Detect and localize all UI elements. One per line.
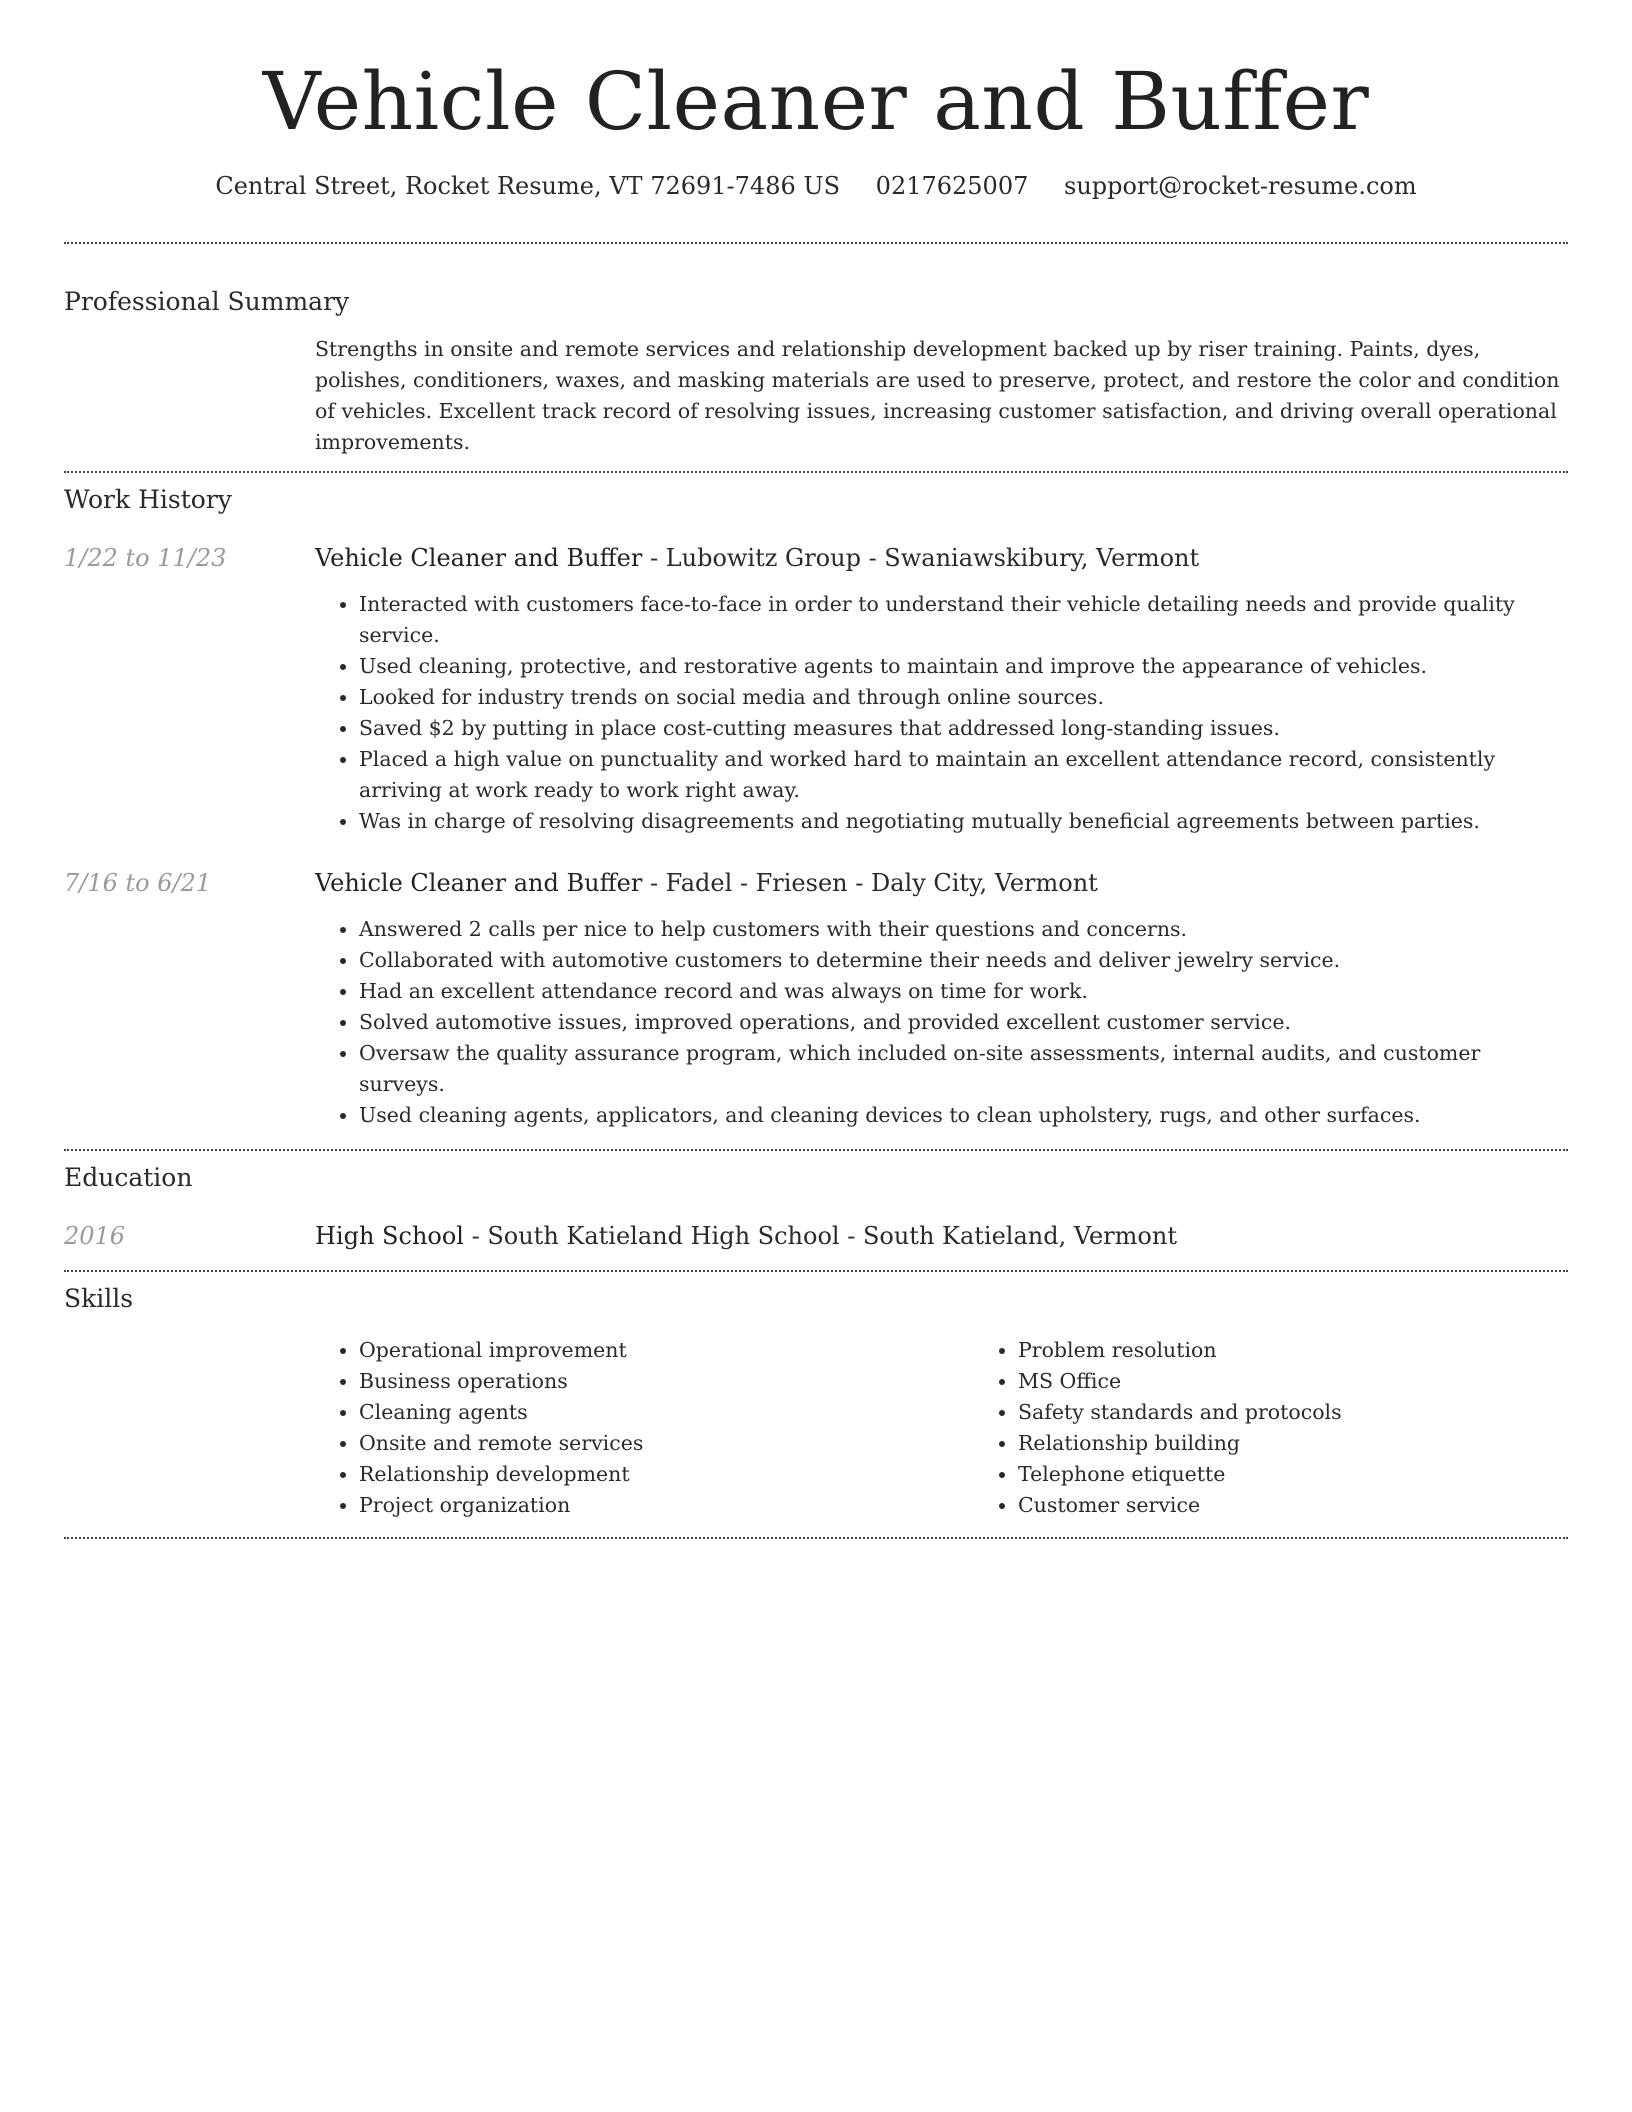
education-title	[315, 1220, 1568, 1252]
list-item: • Telephone etiquette	[1018, 1459, 1632, 1490]
list-item: • Placed a high value on punctuality and worked hard to maintain an excellent attendance record, consistently arriving at work ready to work right away.	[359, 744, 1568, 806]
skills-columns	[315, 1335, 1632, 1521]
job-title	[315, 542, 1568, 574]
list-item: • MS Office	[1018, 1366, 1632, 1397]
education-details: - South Katieland High School - South Katieland, Vermont	[463, 1222, 1177, 1250]
education-degree: High School	[315, 1222, 464, 1250]
list-item: • Looked for industry trends on social media and through online sources.	[359, 682, 1568, 713]
list-item: • Business operations	[359, 1366, 974, 1397]
job-details: - Fadel - Friesen - Daly City, Vermont	[642, 869, 1098, 897]
list-item: • Collaborated with automotive customers to determine their needs and deliver jewelry service.	[359, 945, 1568, 976]
contact-phone: 0217625007	[875, 172, 1029, 200]
contact-line	[64, 170, 1568, 202]
list-item: • Relationship building	[1018, 1428, 1632, 1459]
job-dates: 7/16 to 6/21	[64, 869, 212, 897]
skills-list-left	[315, 1335, 974, 1521]
job-dates: 1/22 to 11/23	[64, 544, 227, 572]
divider	[64, 242, 1568, 244]
list-item: • Operational improvement	[359, 1335, 974, 1366]
list-item: • Customer service	[1018, 1490, 1632, 1521]
section-title-skills: Skills	[64, 1284, 134, 1313]
list-item: • Onsite and remote services	[359, 1428, 974, 1459]
education-entry	[64, 1220, 1568, 1252]
education-dates: 2016	[64, 1222, 126, 1250]
job-entry	[64, 542, 1568, 837]
summary-spacer	[64, 334, 315, 458]
job-role: Vehicle Cleaner and Buffer	[315, 869, 643, 897]
divider	[64, 1149, 1568, 1151]
divider	[64, 1537, 1568, 1539]
section-title-work: Work History	[64, 485, 232, 514]
skills-spacer	[64, 1335, 315, 1521]
skills-list-right	[974, 1335, 1632, 1521]
skills-row	[64, 1335, 1568, 1521]
list-item: • Safety standards and protocols	[1018, 1397, 1632, 1428]
divider	[64, 1270, 1568, 1272]
resume-page	[64, 0, 1568, 1539]
list-item: • Relationship development	[359, 1459, 974, 1490]
list-item: • Used cleaning, protective, and restorative agents to maintain and improve the appearance of vehicles.	[359, 651, 1568, 682]
job-bullets	[315, 589, 1568, 837]
job-details: - Lubowitz Group - Swaniawskibury, Vermont	[642, 544, 1200, 572]
job-role: Vehicle Cleaner and Buffer	[315, 544, 643, 572]
list-item: • Saved $2 by putting in place cost-cutting measures that addressed long-standing issues.	[359, 713, 1568, 744]
list-item: • Used cleaning agents, applicators, and cleaning devices to clean upholstery, rugs, and other surfaces.	[359, 1100, 1568, 1131]
list-item: • Was in charge of resolving disagreements and negotiating mutually beneficial agreements between parties.	[359, 806, 1568, 837]
list-item: • Project organization	[359, 1490, 974, 1521]
divider	[64, 471, 1568, 473]
section-title-summary: Professional Summary	[64, 287, 350, 316]
job-entry	[64, 867, 1568, 1131]
contact-email: support@rocket-resume.com	[1064, 172, 1417, 200]
list-item: • Oversaw the quality assurance program, which included on-site assessments, internal audits, and customer surveys.	[359, 1038, 1568, 1100]
section-title-education: Education	[64, 1163, 193, 1192]
job-title	[315, 867, 1568, 899]
summary-text: Strengths in onsite and remote services and relationship development backed up by riser training. Paints, dyes, polishes, conditioners, waxes, and masking materials are used to preserve, protect, and restore the color and condition of vehicles. Excellent track record of resolving issues, increasing customer satisfaction, and driving overall operational improvements.	[315, 337, 1560, 454]
list-item: • Solved automotive issues, improved operations, and provided excellent customer service.	[359, 1007, 1568, 1038]
summary-row	[64, 334, 1568, 458]
job-bullets	[315, 914, 1568, 1131]
list-item: • Had an excellent attendance record and was always on time for work.	[359, 976, 1568, 1007]
list-item: • Answered 2 calls per nice to help customers with their questions and concerns.	[359, 914, 1568, 945]
contact-address: Central Street, Rocket Resume, VT 72691-7486 US	[215, 172, 841, 200]
resume-name: Vehicle Cleaner and Buffer	[262, 55, 1370, 148]
list-item: • Interacted with customers face-to-face in order to understand their vehicle detailing needs and provide quality service.	[359, 589, 1568, 651]
list-item: • Problem resolution	[1018, 1335, 1632, 1366]
list-item: • Cleaning agents	[359, 1397, 974, 1428]
